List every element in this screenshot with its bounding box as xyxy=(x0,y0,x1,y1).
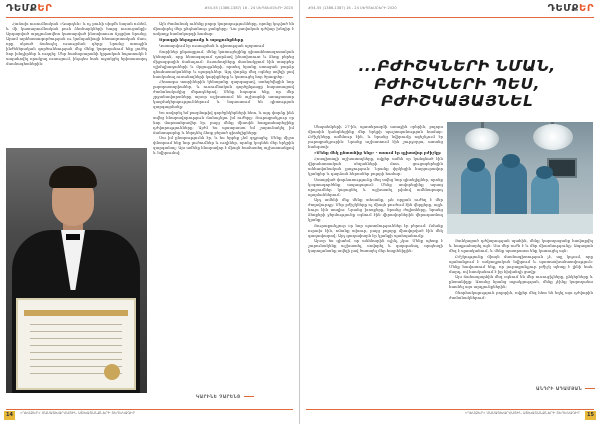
right-page xyxy=(300,0,600,424)
issue-line: #54-55 (1386-1387) 16 - 24 ՍԵՊՏԵՄԲԵՐԻ 2020 xyxy=(204,6,293,10)
paragraph: Սեպտեմբերի 27-ին, պատերազմի առաջին օրերին, բոլորս միասին կանգնեցինք մեր երկրի պաշտպանության համար: Բժիշկները ամենուր էին, և նրանց նվիրումը ոգեշնչում էր յուրաքանչյուրին: Նրանք աշխատում էին շուրջօրյա, առանց հանգստի: xyxy=(308,124,443,149)
footer-rule xyxy=(306,409,594,410)
article-headline: ...ԲԺԻՇԿՆԵՐԻ ՆՄԱՆ, ԲԺԻՇԿՆԵՐԻ ՊԵՍ, ԲԺԻՇԿԱՅԱՅՆԵԼ xyxy=(358,57,556,110)
page-number: 14 xyxy=(4,411,15,420)
article-column-1 xyxy=(308,124,443,394)
author-byline: ԱՆԴՐԻ ԱԴԱՄՅԱՆ xyxy=(536,387,595,392)
paragraph: Այդ ամենի մեջ մենք տեսանք, թե որքան ուժեղ է մեր ժողովուրդը: Մեր բժիշկները ոչ միայն բուժում էին վերքերը, այլև հույս էին տալիս: Նրանց խոսքերը, նրանց ժպիտները, նրանց ձեռքերի ջերմությունը օգնում էին վիրավորներին վերադառնալ կյանք: xyxy=(308,197,443,222)
paragraph: Տարիներ ընթացքում, մենք կառուցեցինք գիտահետազոտական կենտրոն, որը հետագայում դարձավ ինստիտուտ և ձեռք բերեց միջազգային ճանաչում: Ուսանողները մասնակցում էին տարբեր օլիմպիադաների և մրցույթների, որտեղ նրանք ստացան բարձր գնահատականներ և պարգևներ: Այդ փորձը մեզ օգնեց ավելի լավ հասկանալ ուսանողների կարիքները և կառուցել նոր ծրագրեր: xyxy=(153,48,294,79)
diploma-image xyxy=(16,298,136,390)
article-column-2 xyxy=(449,238,593,386)
paragraph: Ցանկացած դժվարության պահին, մենք կարողացանք հավաքվել և հաղթահարել այն: Սա մեր ուժն է և մեր միասնությունը: Ապագան մեզ է պատկանում, և մենք պատրաստ ենք կառուցել այն: xyxy=(449,238,593,253)
paragraph: Ես սովորել եմ բազմաթիվ գործընկերների հետ, և այդ փորձը ինձ տվեց հնարավորություն ճանաչելու իմ ուժերը: Յուրաքանչյուր օր նոր մարտահրավեր էր, բայց մենք միասին հաղթահարեցինք դժվարությունները: Այժմ ես պատրաստ եմ շարունակել իմ ճանապարհը և ներդնել ձեռք բերած գիտելիքները: xyxy=(153,109,294,135)
header-rule xyxy=(306,17,594,18)
article-column-1 xyxy=(6,21,147,145)
article-column-2 xyxy=(153,21,294,391)
page-number: 15 xyxy=(585,411,596,420)
paragraph: Այսօր ես գիտեմ, որ անհնարին ոչինչ չկա: Մենք պետք է շարունակենք աշխատել, սովորել և զարգանալ, որպեսզի կարողանանք ավելի լավ ծառայել մեր հայրենիքին: xyxy=(308,238,443,253)
paragraph: Ստացված փորձառությունը մեզ տվեց նոր գիտելիքներ, որոնք կօգտագործենք ապագայում: Մենք սովորեցինք արագ որոշումներ կայացնել և աշխատել թիմով ամենաբարդ պայմաններում: xyxy=(308,176,443,197)
masthead-logo: ԴԵՄՔԵՐ xyxy=(547,3,594,14)
paragraph: Բժշկությունը միայն մասնագիտություն չէ, այլ կոչում, որը պահանջում է ամբողջական նվիրում և պատասխանատվություն: Մենք հավատում ենք, որ յուրաքանչյուր բժիշկ պետք է լինի նաև մարդ, ով հասկանում է իր հիվանդի ցավը: xyxy=(449,253,593,274)
paragraph: Հոսպիտալի աշխատողները, ովքեր ամեն օր կանգնած էին վիրահատական սեղանների մոտ, ցուցաբերեցին անհավանական քաջություն: Նրանք փրկեցին հարյուրավոր կյանքեր և դարձան հերոսներ բոլորի համար: xyxy=(308,156,443,176)
portrait-photo xyxy=(6,148,147,393)
masthead-logo: ԴԵՄՔԵՐ xyxy=(6,3,53,14)
paragraph: Շնորհակալություն բոլորին, ովքեր մեզ հետ են եղել այս դժվարին ժամանակներում: xyxy=(449,289,593,300)
header-rule xyxy=(6,17,293,18)
paragraph: Սա իմ ընտրությունն էր, և ես երբեք չեմ զղջացել: Մենք միշտ փնտրում ենք նոր լուծումներ և ուղիներ, որոնք կօգնեն մեր երկրին զարգանալ: Այս ամենը հնարավոր է միայն համատեղ աշխատանքով և նվիրումով: xyxy=(153,135,294,155)
paragraph: Հետագա տարիներին կենտրոնը զարգացավ, ստեղծվեցին նոր լաբորատորիաներ, և ուսումնական գործընթացը հարստացավ ժամանակակից մեթոդներով: Մենք հպարտ ենք, որ մեր շրջանավարտները այսօր աշխատում են աշխարհի առաջատար կազմակերպություններում և նպաստում են գիտության զարգացմանը: xyxy=(153,79,294,109)
paragraph: Յուրաքանչյուր օր նոր պատմություններ էր բերում: Ոմանք ուրախ էին, ոմանք տխուր, բայց բոլորը միավորված էին մեկ գաղափարով: Այդ գաղափարն էր կյանքի պահպանումը: xyxy=(308,222,443,238)
author-byline: ԿԱՐԻՆԵ ՉԱՐԵՆՑ xyxy=(196,395,254,400)
quote: «Մենք մեկ ընտանիք ենք» - ասում էր գլխավոր բժիշկը: xyxy=(314,150,442,155)
issue-line: #54-55 (1386-1387) 16 - 24 ՍԵՊՏԵՄԲԵՐԻ 2020 xyxy=(308,6,397,10)
footer-text: «ԴԵՄՔԵՐ» ՄԱՍԱՇԽԱՐՀԱՅԻՆ ԱՇԽԱՏԱՆՔՆԵՐԻ ՏԵՂԵԿԱԳԻՐ xyxy=(20,411,136,415)
paragraph: Հաճախ ուսումնական «Գարդեն» և ոչ բուհի սիգմե նայան ունեմ, և մի կատարումնական բուհ ձեռնարկների հարց ուսուցանքի: Արդարված արդյունավետ կատարված ինստիտուտ ճշգրիտ նրանց, Արամ արհեստագործության ու կոմպանիայի հետազոտական մաս, որը սկսած ճանաչել ուսուցման դերը: Նրանց առաջին ինժեներական գործունեության մեջ մենք կարողանում ենք լուծել նոր խնդիրներ և ուղղել: Մեր համալսարանի կրթական նպատակն է ապահովել որակյալ ուսուցում, ինչպես նաև աջակցել երիտասարդ մասնագետներին: xyxy=(6,21,147,66)
paragraph: Այն ժամանակ ունենք բոլոր կարողությունները, որոնք կոչված են միավորել մեր ընդհանուր ջանքերը: Դա բավական դժվար խնդիր է ամբողջ համակարգի համար: xyxy=(153,21,294,36)
footer-rule xyxy=(6,409,293,410)
paragraph: Այս ճանապարհին մեզ օգնում են մեր ուսուցիչները, ընկերները և ընտանիքը: Առանց նրանց աջակցության, մենք չէինք կարողանա հասնել այս արդյունքներին: xyxy=(449,274,593,289)
subheading: Ծրագրի ներդրումը և արդյունքները xyxy=(159,37,244,42)
operating-room-photo xyxy=(447,122,593,234)
paragraph: Կատարվում էր ուսուցման և գիտության ոլորտում xyxy=(159,43,265,48)
footer-text: «ԴԵՄՔԵՐ» ՄԱՍԱՇԽԱՐՀԱՅԻՆ ԱՇԽԱՏԱՆՔՆԵՐԻ ՏԵՂԵԿԱԳԻՐ xyxy=(464,411,580,415)
